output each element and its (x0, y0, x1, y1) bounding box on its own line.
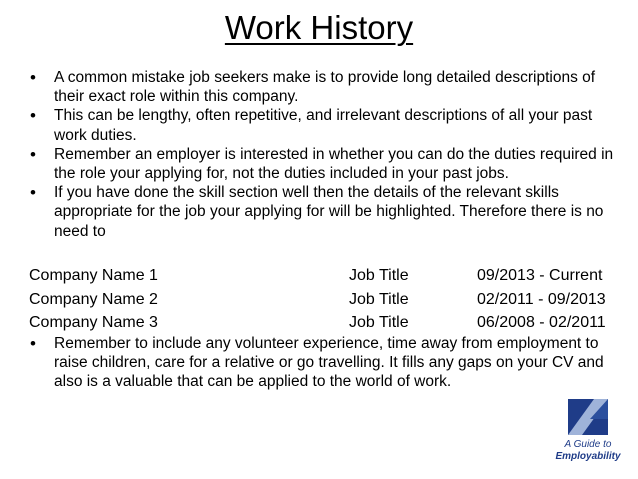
bullet-item: • Remember an employer is interested in whether you can do the duties required in the role your applying for, not the duties included in your past jobs. (30, 145, 620, 183)
job-title: Job Title (349, 314, 409, 331)
company-row (29, 311, 629, 335)
company-name: Company Name 1 (29, 267, 158, 284)
logo-text-line1: A Guide to (564, 439, 612, 450)
company-name: Company Name 2 (29, 290, 158, 308)
company-row (29, 288, 629, 312)
logo-mark-icon (564, 395, 612, 439)
company-name: Company Name 3 (29, 314, 158, 331)
employment-dates: 02/2011 - 09/2013 (477, 290, 606, 308)
bullet-item: • If you have done the skill section well then the details of the relevant skills appropriate for the job your applying for will be highlighted. Therefore there is no need to (30, 183, 620, 241)
job-title: Job Title (349, 267, 409, 284)
employability-logo (548, 395, 628, 475)
company-row (29, 264, 629, 288)
bullet-list-top (30, 68, 620, 241)
bullet-list-bottom (30, 334, 620, 392)
bullet-item: • Remember to include any volunteer experience, time away from employment to raise children, care for a relative or go travelling. It fills any gaps on your CV and also is a valuable that can be applied to the world of work. (30, 334, 620, 392)
page-title: Work History (224, 9, 414, 46)
bullet-item: • This can be lengthy, often repetitive, and irrelevant descriptions of all your past work duties. (30, 106, 620, 144)
bullet-item: • A common mistake job seekers make is to provide long detailed descriptions of their exact role within this company. (30, 68, 620, 106)
company-list (29, 264, 629, 335)
employment-dates: 09/2013 - Current (477, 267, 603, 284)
logo-text-line2: Employability (555, 451, 621, 462)
job-title: Job Title (349, 290, 409, 308)
employment-dates: 06/2008 - 02/2011 (477, 314, 606, 331)
